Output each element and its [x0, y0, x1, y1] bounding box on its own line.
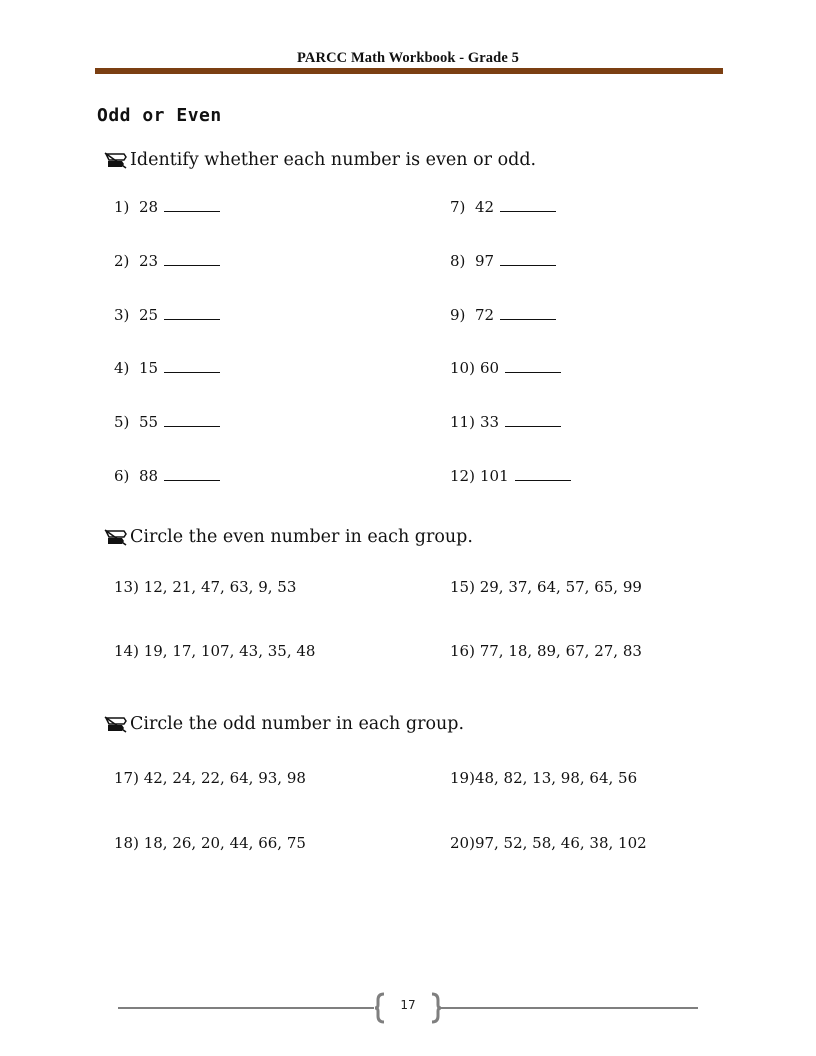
question-12 [450, 467, 571, 485]
answer-blank[interactable] [500, 318, 556, 320]
instruction-text: Identify whether each number is even or odd. [130, 150, 537, 170]
question-number: 7) [450, 198, 466, 216]
question-1 [114, 198, 220, 216]
question-number: 4) [114, 359, 130, 377]
question-value: 88 [139, 467, 159, 485]
answer-blank[interactable] [164, 425, 220, 427]
question-value: 23 [139, 252, 159, 270]
question-13: 13) 12, 21, 47, 63, 9, 53 [114, 578, 297, 596]
answer-blank[interactable] [164, 318, 220, 320]
instruction-circle-odd [104, 714, 464, 734]
instruction-text: Circle the odd number in each group. [130, 714, 465, 734]
instruction-circle-even [104, 527, 473, 547]
instruction-text: Circle the even number in each group. [130, 527, 473, 547]
answer-blank[interactable] [500, 264, 556, 266]
question-number: 6) [114, 467, 130, 485]
instruction-identify [104, 150, 536, 170]
question-20: 20)97, 52, 58, 46, 38, 102 [450, 834, 647, 852]
answer-blank[interactable] [500, 210, 556, 212]
answer-blank[interactable] [164, 210, 220, 212]
question-19: 19)48, 82, 13, 98, 64, 56 [450, 769, 638, 787]
question-15: 15) 29, 37, 64, 57, 65, 99 [450, 578, 642, 596]
answer-blank[interactable] [505, 425, 561, 427]
answer-blank[interactable] [164, 371, 220, 373]
answer-blank[interactable] [164, 264, 220, 266]
question-10 [450, 359, 561, 377]
question-11 [450, 413, 561, 431]
question-value: 55 [139, 413, 159, 431]
question-2 [114, 252, 220, 270]
question-4 [114, 359, 220, 377]
question-number: 9) [450, 306, 466, 324]
question-number: 3) [114, 306, 130, 324]
footer-rule-left [118, 1007, 374, 1009]
pencil-icon [104, 528, 128, 546]
question-number: 1) [114, 198, 130, 216]
question-value: 97 [475, 252, 495, 270]
answer-blank[interactable] [515, 479, 571, 481]
answer-blank[interactable] [164, 479, 220, 481]
question-value: 60 [480, 359, 500, 377]
header-rule [95, 68, 723, 74]
question-5 [114, 413, 220, 431]
question-number: 10) [450, 359, 475, 377]
question-number: 8) [450, 252, 466, 270]
question-3 [114, 306, 220, 324]
question-number: 11) [450, 413, 475, 431]
question-6 [114, 467, 220, 485]
question-value: 15 [139, 359, 159, 377]
question-value: 28 [139, 198, 159, 216]
question-14: 14) 19, 17, 107, 43, 35, 48 [114, 642, 316, 660]
question-8 [450, 252, 556, 270]
footer-rule-right [440, 1007, 698, 1009]
answer-blank[interactable] [505, 371, 561, 373]
pencil-icon [104, 715, 128, 733]
question-18: 18) 18, 26, 20, 44, 66, 75 [114, 834, 306, 852]
question-number: 5) [114, 413, 130, 431]
question-9 [450, 306, 556, 324]
pencil-icon [104, 151, 128, 169]
section-title: Odd or Even [97, 105, 222, 126]
question-number: 2) [114, 252, 130, 270]
question-7 [450, 198, 556, 216]
question-value: 101 [480, 467, 509, 485]
question-number: 12) [450, 467, 475, 485]
question-value: 42 [475, 198, 495, 216]
question-value: 33 [480, 413, 500, 431]
question-16: 16) 77, 18, 89, 67, 27, 83 [450, 642, 642, 660]
question-value: 72 [475, 306, 495, 324]
question-value: 25 [139, 306, 159, 324]
header-title: PARCC Math Workbook - Grade 5 [297, 50, 519, 66]
question-17: 17) 42, 24, 22, 64, 93, 98 [114, 769, 306, 787]
page-number: 17 [400, 998, 416, 1012]
